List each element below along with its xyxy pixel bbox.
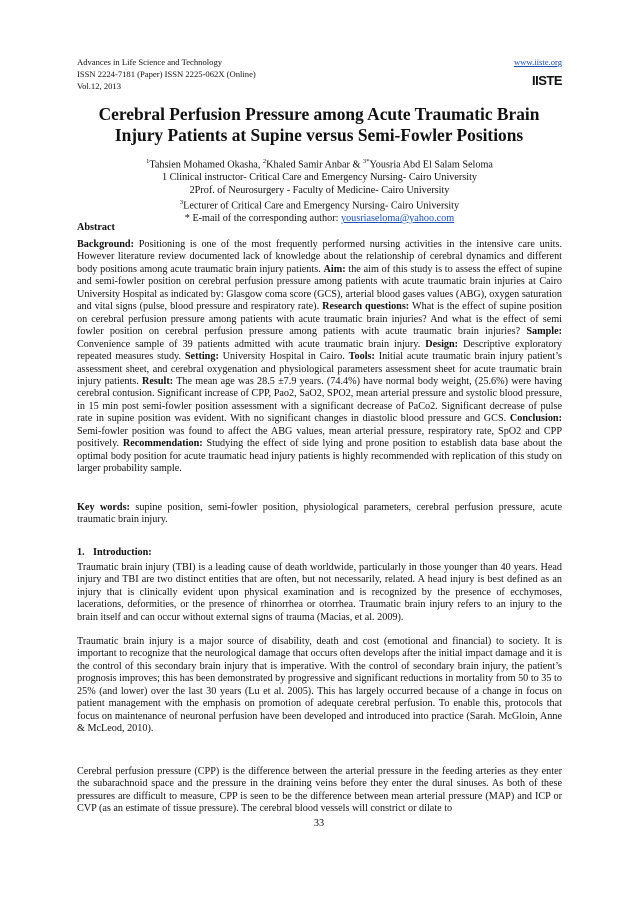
title-line-1: Cerebral Perfusion Pressure among Acute Traumatic Brain bbox=[98, 104, 540, 124]
keywords: Key words: supine position, semi-fowler position, physiological parameters, cerebral perfusion pressure, acute traumatic brain injury. bbox=[77, 502, 562, 526]
intro-heading: 1. Introduction: bbox=[77, 547, 152, 558]
intro-paragraph-2: Traumatic brain injury is a major source of disability, death and cost (emotional and financial) to society. It is important to recognize that the neurological damage that occurs often develops after the initial impact damage and it is the control of this secondary brain injury that is imperative. With the control of secondary brain injury, the patient’s prognosis improves; this has been demonstrated by progressive and significant reductions in mortality from 50 to 35 to 25% (and lower) over the last 30 years (Lu et al. 2005). This has largely occurred because of a change in focus on patient management with the emphasis on promotion of adequate cerebral perfusion. To enable this, protocols that focus on maintenance of neuronal perfusion have been developed and introduced into practice (Sarah. McGloin, Anne & McLeod, 2010). bbox=[77, 636, 562, 735]
website-link[interactable]: www.iiste.org bbox=[514, 57, 562, 67]
intro-paragraph-3: Cerebral perfusion pressure (CPP) is the difference between the arterial pressure in the feeding arteries as they enter the subarachnoid space and the pressure in the draining veins before they enter the dural sinuses. As both of these pressures are difficult to measure, CPP is seen to be the difference between mean arterial pressure (MAP) and ICP or CVP (as an estimate of tissue pressure). The cerebral blood vessels will constrict or dilate to bbox=[77, 766, 562, 815]
affiliation-1: 1 Clinical instructor- Critical Care and Emergency Nursing- Cairo University bbox=[161, 171, 478, 183]
paper-title bbox=[60, 104, 578, 146]
title-line-2: Injury Patients at Supine versus Semi-Fowler Positions bbox=[114, 125, 524, 145]
email-link[interactable]: yousriaseloma@yahoo.com bbox=[340, 213, 455, 225]
page-number: 33 bbox=[313, 818, 325, 829]
abstract-heading: Abstract bbox=[77, 222, 115, 233]
author-block bbox=[77, 156, 562, 226]
abstract-body: Background: Positioning is one of the most frequently performed nursing activities in the intensive care units. However literature review documented lack of knowledge about the relationship of cerebral dynamics and different body positions among acute traumatic brain injury patients. Aim: the aim of this study is to assess the effect of supine and semi-fowler position on cerebral perfusion pressure among patients with acute traumatic brain injuries at Cairo University Hospital as indicated by: Glasgow coma score (GCS), arterial blood gases values (ABG), oxygen saturation and vital signs (pulse, blood pressure and respiratory rate). Research questions: What is the effect of supine position on cerebral perfusion pressure among patients with acute traumatic brain injuries? And what is the effect of semi fowler position on cerebral perfusion pressure among patients with acute traumatic brain injuries? Sample: Convenience sample of 39 patients admitted with acute traumatic brain injury. Design: Descriptive exploratory repeated measures study. Setting: University Hospital in Cairo. Tools: Initial acute traumatic brain injury patient’s assessment sheet, and cerebral oxygenation and physiological parameters assessment sheet for acute traumatic brain injury patients. Result: The mean age was 28.5 ±7.9 years. (74.4%) have normal body weight, (25.6%) were having cerebral contusion. Significant increase of CPP, Pao2, SaO2, SPO2, mean arterial pressure and systolic blood pressure, in 15 min post semi-fowler position assessment with a significant decrease of PaCo2. Significant decrease of pulse rate in supine position was evident. With no significant changes in diastolic blood pressure and GCS. Conclusion: Semi-fowler position was found to affect the ABG values, mean arterial pressure, respiratory rate, SpO2 and CPP positively. Recommendation: Studying the effect of side lying and prone position to establish data base about the optimal body position for acute traumatic head injury patients is highly recommended with replication of this study on larger probability sample. bbox=[77, 239, 563, 475]
journal-header bbox=[77, 57, 562, 93]
intro-paragraph-1: Traumatic brain injury (TBI) is a leading cause of death worldwide, particularly in those younger than 40 years. Head injury and TBI are two distinct entities that are often, but not necessarily, related. A head injury is best defined as an injury that is clinically evident upon physical examination and is recognized by the presence of ecchymoses, lacerations, deformities, or the presence of rhinorrhea or otorrhea. Traumatic brain injury refers to an injury to the brain itself and can occur without external signs of trauma (Macias, et al. 2009). bbox=[77, 562, 562, 623]
issn-line: ISSN 2224-7181 (Paper) ISSN 2225-062X (Online) bbox=[77, 69, 256, 79]
affiliation-2: 2Prof. of Neurosurgery - Faculty of Medicine- Cairo University bbox=[189, 184, 450, 196]
author-names: $^1$Tahsien Mohamed Okasha, $^2$Khaled Samir Anbar & $^{3*}$Yousria Abd El Salam Seloma bbox=[146, 158, 493, 171]
iiste-logo: IISTE bbox=[531, 73, 562, 88]
journal-name: Advances in Life Science and Technology bbox=[77, 57, 223, 67]
volume-line: Vol.12, 2013 bbox=[77, 81, 122, 91]
affiliation-3: $^3$Lecturer of Critical Care and Emergency Nursing- Cairo University bbox=[179, 199, 460, 212]
corresponding-email: * E-mail of the corresponding author: yousriaseloma@yahoo.com bbox=[184, 213, 455, 225]
